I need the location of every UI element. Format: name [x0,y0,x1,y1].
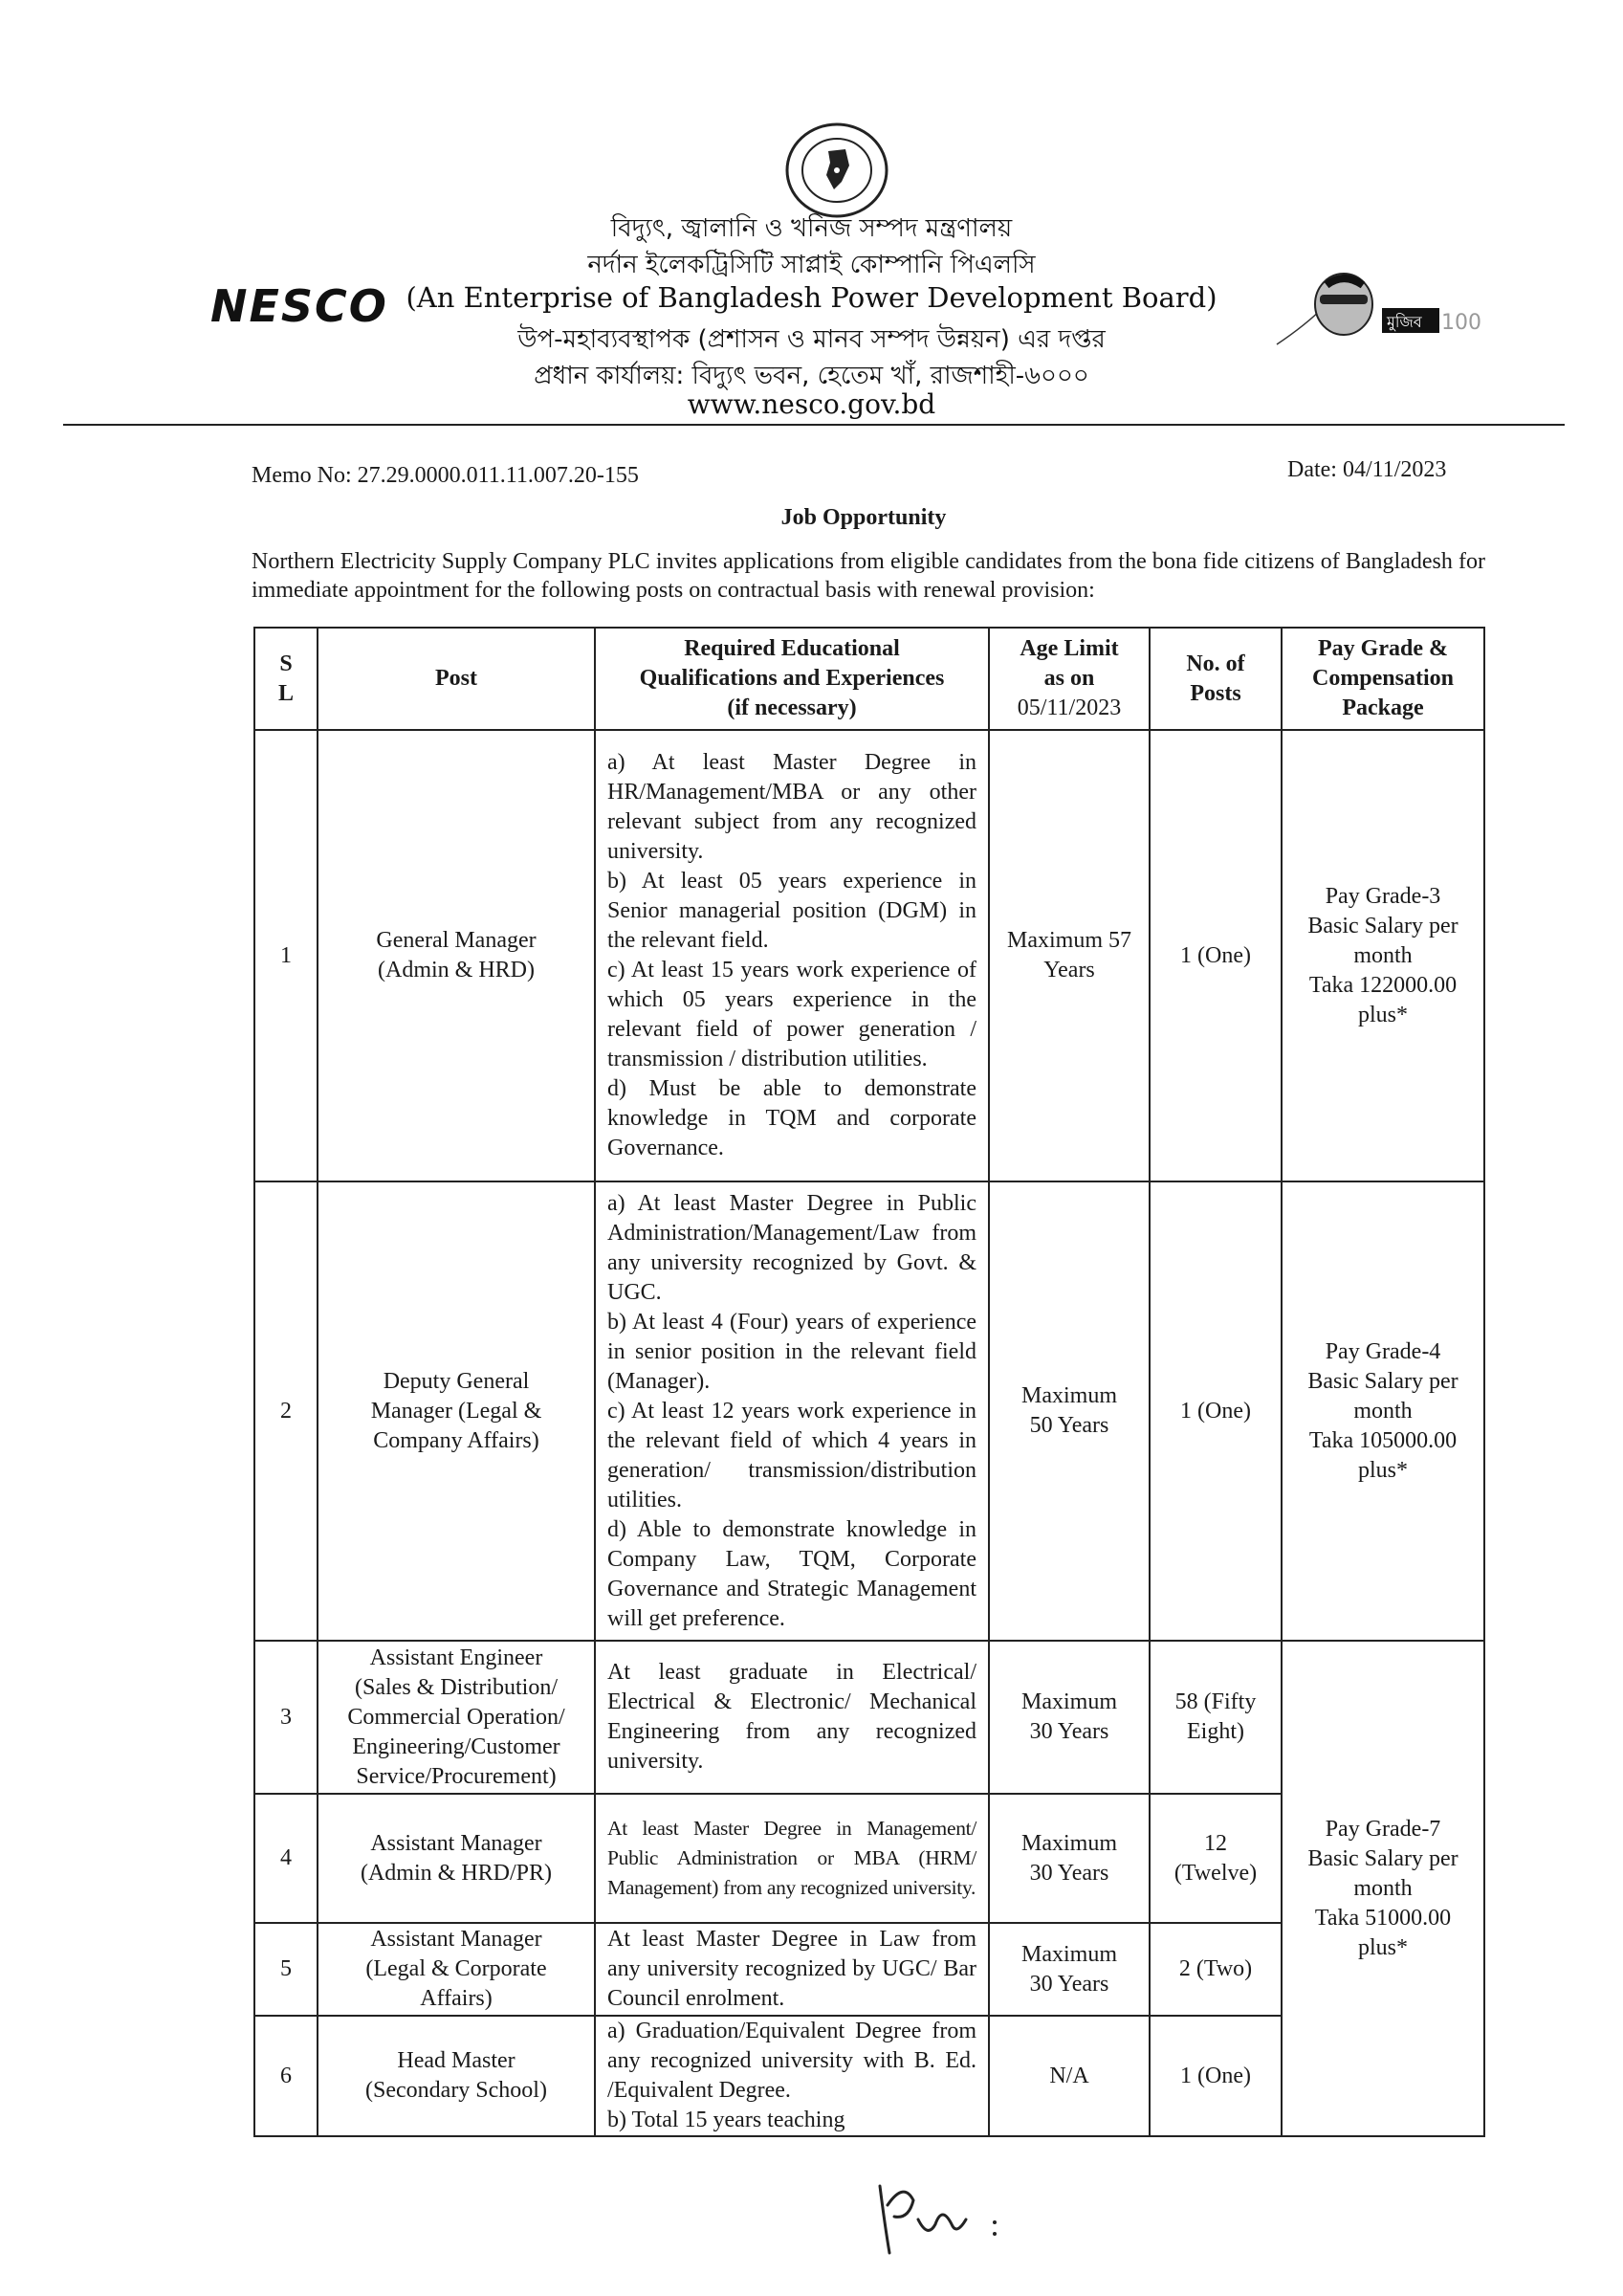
enterprise-line: (An Enterprise of Bangladesh Power Development Board) [406,281,1217,314]
qualification-item: c) At least 12 years work experience in the relevant field of which 4 years in generation/ transmission/distribution utilities. [607,1398,976,1512]
pay-line: plus* [1357,1457,1408,1483]
qualification-item: At least Master Degree in Management/ Public Administration or MBA (HRM/ Management) from any recognized university. [607,1817,976,1899]
row-qualifications [595,1923,989,2016]
row-post [318,730,595,1181]
post-line: Assistant Manager [370,1830,542,1856]
header-pay-line: Pay Grade & [1318,636,1448,661]
qualification-item: a) At least Master Degree in HR/Management/MBA or any other relevant subject from any recognized university. [607,750,976,864]
post-line: Engineering/Customer [352,1733,560,1759]
row-posts: 2 (Two) [1150,1923,1282,2016]
website-link[interactable]: www.nesco.gov.bd [687,388,936,420]
table-row [254,1641,1484,1794]
office-name: উপ-মহাব্যবস্থাপক (প্রশাসন ও মানব সম্পদ উন্নয়ন) এর দপ্তর [517,325,1106,354]
post-line: Manager (Legal & [370,1398,542,1424]
qualification-item: b) Total 15 years teaching [607,2108,845,2132]
post-line: (Admin & HRD/PR) [360,1860,552,1886]
row-sl: 6 [254,2016,318,2136]
header-divider [63,424,1565,426]
table-row [254,730,1484,1181]
qualification-item: a) At least Master Degree in Public Administration/Management/Law from any university recognized by Govt. & UGC. [607,1190,976,1305]
age-line: Maximum 57 [1007,928,1131,953]
row-qualifications [595,1641,989,1794]
row-pay-shared [1282,1641,1484,2136]
row-sl: 2 [254,1181,318,1641]
pay-line: month [1353,1398,1413,1424]
header-qual-line: Qualifications and Experiences [639,666,945,691]
row-posts: 1 (One) [1150,730,1282,1181]
post-line: Head Master [397,2048,515,2073]
header-sl-line: S [279,651,293,676]
row-qualifications [595,1794,989,1923]
table-header-row [254,628,1484,730]
post-line: (Secondary School) [365,2078,547,2103]
intro-paragraph: Northern Electricity Supply Company PLC invites applications from eligible candidates from the bona fide citizens of Bangladesh for immediate appointment for the following posts on contractual basis with renewal provision: [252,549,1485,603]
header-posts-line: No. of [1186,651,1245,676]
qualification-item: b) At least 05 years experience in Senior managerial position (DGM) in the relevant field. [607,869,976,953]
age-line: 30 Years [1029,1860,1109,1886]
qualification-item: b) At least 4 (Four) years of experience in senior position in the relevant field (Manager). [607,1309,976,1394]
qualification-item: d) Able to demonstrate knowledge in Company Law, TQM, Corporate Governance and Strategic Management will get preference. [607,1516,976,1631]
job-table [253,627,1485,2137]
post-line: Company Affairs) [373,1427,539,1453]
row-posts [1150,1794,1282,1923]
memo-number: Memo No: 27.29.0000.011.11.007.20-155 [252,463,639,488]
pay-line: Taka 105000.00 [1308,1427,1458,1453]
pay-line: Taka 51000.00 [1314,1905,1452,1931]
header-posts-line: Posts [1190,680,1241,706]
post-line: (Admin & HRD) [378,958,535,982]
qualification-item: At least graduate in Electrical/ Electrical & Electronic/ Mechanical Engineering from any recognized university. [607,1660,976,1774]
document-title: Job Opportunity [780,505,947,530]
row-sl: 1 [254,730,318,1181]
header-qualifications [595,628,989,730]
post-line: General Manager [376,928,537,953]
age-line: Years [1043,958,1095,982]
ministry-name: বিদ্যুৎ, জ্বালানি ও খনিজ সম্পদ মন্ত্রণালয় [610,214,1013,243]
row-pay [1282,1181,1484,1641]
row-posts [1150,1641,1282,1794]
row-age [989,1641,1150,1794]
pay-line: plus* [1357,1002,1408,1027]
pay-line: Basic Salary per [1307,1368,1459,1394]
row-sl: 3 [254,1641,318,1794]
row-qualifications [595,730,989,1181]
pay-line: Pay Grade-4 [1325,1338,1441,1364]
header-qual-line: Required Educational [684,636,900,661]
row-age [989,1923,1150,2016]
age-line: 50 Years [1029,1413,1109,1438]
row-posts: 1 (One) [1150,2016,1282,2136]
posts-line: 58 (Fifty [1174,1689,1257,1714]
header-pay-line: Package [1342,695,1424,720]
row-age [989,1794,1150,1923]
header-age-date: 05/11/2023 [1017,695,1122,720]
age-line: Maximum [1021,1383,1117,1408]
post-line: Service/Procurement) [356,1763,557,1789]
pay-line: Taka 122000.00 [1308,972,1458,998]
pay-line: month [1353,942,1413,968]
row-posts: 1 (One) [1150,1181,1282,1641]
age-line: 30 Years [1029,1971,1109,1997]
qualification-item: a) Graduation/Equivalent Degree from any recognized university with B. Ed. /Equivalent Degree. [607,2019,976,2103]
posts-line: 12 [1204,1830,1227,1856]
qualification-item: c) At least 15 years work experience of which 05 years experience in the relevant field of power generation / transmission / distribution utilities. [607,958,976,1071]
row-post [318,1641,595,1794]
row-age [989,1181,1150,1641]
post-line: Assistant Manager [370,1927,542,1952]
header-pay-line: Compensation [1311,666,1455,691]
row-post [318,1181,595,1641]
header-age-line: Age Limit [1020,636,1119,661]
row-pay [1282,730,1484,1181]
head-office-address: প্রধান কার্যালয়: বিদ্যুৎ ভবন, হেতেম খাঁ, রাজশাহী-৬০০০ [534,362,1089,390]
post-line: (Legal & Corporate [365,1956,547,1981]
row-post [318,1794,595,1923]
age-line: Maximum [1021,1941,1117,1967]
government-seal-icon [761,122,912,218]
post-line: Commercial Operation/ [347,1704,565,1730]
posts-line: (Twelve) [1173,1860,1258,1886]
row-sl: 5 [254,1923,318,2016]
posts-line: Eight) [1187,1719,1244,1744]
row-qualifications [595,2016,989,2136]
header-age-line: as on [1043,666,1095,691]
pay-line: Pay Grade-7 [1325,1816,1441,1842]
header-posts [1150,628,1282,730]
header-age [989,628,1150,730]
pay-line: month [1353,1875,1413,1901]
row-qualifications [595,1181,989,1641]
qualification-item: At least Master Degree in Law from any university recognized by UGC/ Bar Council enrolment. [607,1927,976,2011]
post-line: Assistant Engineer [369,1645,543,1670]
row-post [318,1923,595,2016]
row-age: N/A [989,2016,1150,2136]
svg-text:NESCO: NESCO [210,280,388,332]
header-sl [254,628,318,730]
header-pay [1282,628,1484,730]
age-line: Maximum [1021,1689,1117,1714]
company-name-bengali: নর্দান ইলেকট্রিসিটি সাপ্লাই কোম্পানি পিএলসি [587,251,1036,279]
svg-text:মুজিব: মুজিব [1387,313,1422,331]
age-line: 30 Years [1029,1719,1109,1744]
qualification-item: d) Must be able to demonstrate knowledge in TQM and corporate Governance. [607,1076,976,1160]
header-post: Post [318,628,595,730]
svg-text:100: 100 [1441,311,1481,335]
pay-line: plus* [1357,1934,1408,1960]
signature-icon [861,2167,1033,2263]
row-age [989,730,1150,1181]
pay-line: Pay Grade-3 [1325,883,1441,909]
age-line: Maximum [1021,1830,1117,1856]
post-line: (Sales & Distribution/ [355,1674,558,1700]
header-qual-line: (if necessary) [727,695,857,720]
post-line: Deputy General [383,1368,530,1394]
post-line: Affairs) [420,1986,493,2011]
table-row [254,1181,1484,1641]
header-sl-line: L [277,680,294,706]
row-post [318,2016,595,2136]
pay-line: Basic Salary per [1307,913,1459,938]
pay-line: Basic Salary per [1307,1845,1459,1871]
memo-date: Date: 04/11/2023 [1287,457,1447,482]
row-sl: 4 [254,1794,318,1923]
